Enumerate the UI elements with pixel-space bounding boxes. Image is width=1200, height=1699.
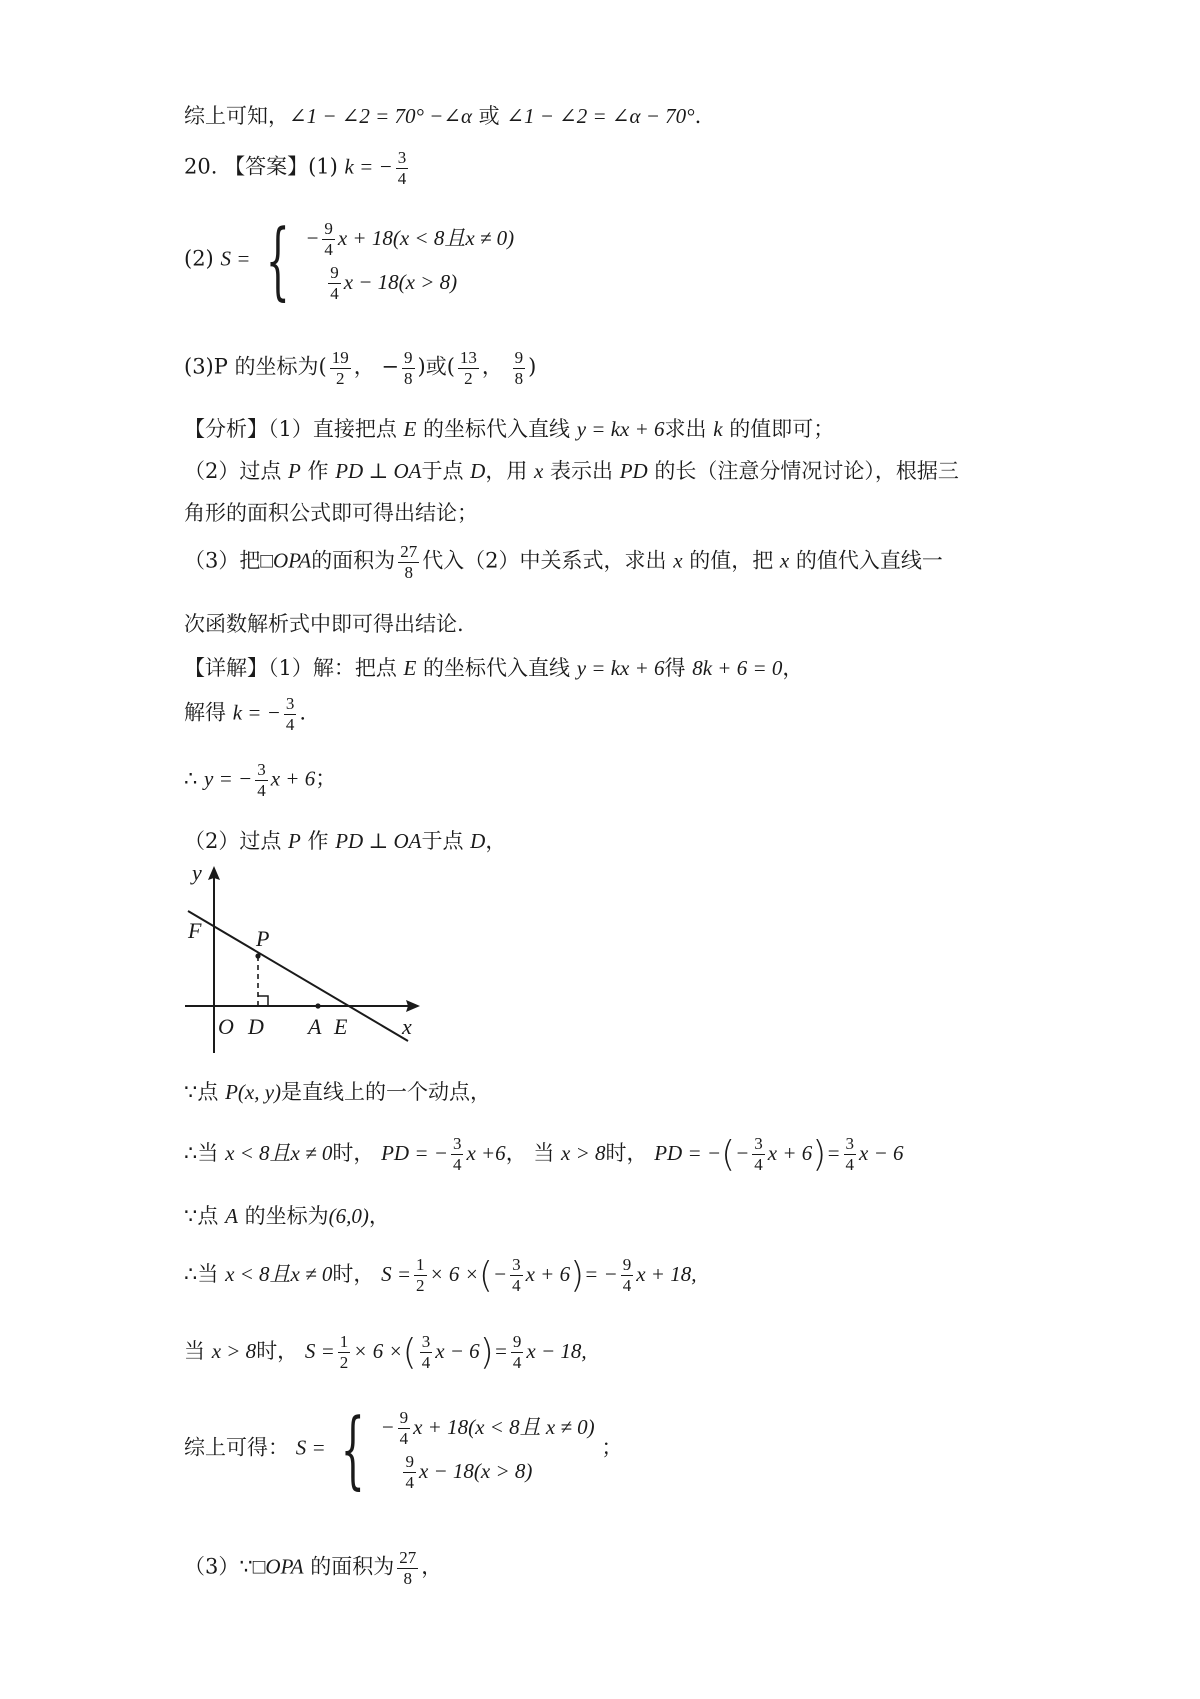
label-d: D xyxy=(248,1014,264,1039)
label-x: x xyxy=(402,1014,412,1039)
detail-4: （2）过点 P 作 PD ⊥ OA于点 D， xyxy=(184,829,507,853)
y-axis-arrow xyxy=(208,866,220,880)
label-y: y xyxy=(192,860,202,885)
detail-6: ∴当 x < 8且x ≠ 0时， PD = − $\frac{3}{4}$ x +6， 当 x > 8时， PD = −(− $\frac{3}{4}$ x + 6)= $\frac{3}{4}$ x − 6 xyxy=(184,1134,904,1175)
answer-20-part1: 20. 【答案】(1) k = − $\frac{3}{4}$ xyxy=(184,148,407,188)
analysis-4: （3）把□OPA的面积为 $\frac{27}{8}$ 代入（2）中关系式，求出 x 的值，把 x 的值代入直线一 xyxy=(184,542,943,582)
label-f: F xyxy=(188,918,202,943)
detail-2: 解得 k = − $\frac{3}{4}$ . xyxy=(184,694,307,734)
detail-5: ∵点 P(x, y)是直线上的一个动点， xyxy=(184,1080,492,1104)
detail-10: 综上可得： S = { − $\frac{9}{4}$ x + 18(x < 8且 x ≠ 0) $\frac{9}{4}$ x − 18(x > 8) ； xyxy=(184,1400,623,1498)
analysis-2: （2）过点 P 作 PD ⊥ OA于点 D，用 x 表示出 PD 的长（注意分情况讨论），根据三 xyxy=(184,459,959,483)
piecewise-cases-final: − $\frac{9}{4}$ x + 18(x < 8且 x ≠ 0) $\frac{9}{4}$ x − 18(x > 8) xyxy=(380,1408,595,1492)
x-axis-arrow xyxy=(406,1000,420,1012)
label-p: P xyxy=(256,926,270,951)
piecewise-cases: − $\frac{9}{4}$ x + 18(x < 8且x ≠ 0) $\frac{9}{4}$ x − 18(x > 8) xyxy=(305,219,515,303)
point-a xyxy=(315,1003,320,1008)
detail-9: 当 x > 8时， S = $\frac{1}{2}$ × 6 ×( $\frac{3}{4}$ x − 6)= $\frac{9}{4}$ x − 18, xyxy=(184,1332,587,1373)
label-a: A xyxy=(308,1014,322,1039)
detail-3: ∴ y = − $\frac{3}{4}$ x + 6； xyxy=(184,760,337,800)
detail-8: ∴当 x < 8且x ≠ 0时， S = $\frac{1}{2}$ × 6 ×(− $\frac{3}{4}$ x + 6)= − $\frac{9}{4}$ x + 18, xyxy=(184,1255,697,1296)
detail-7: ∵点 A 的坐标为(6,0)， xyxy=(184,1204,390,1228)
point-p xyxy=(255,953,260,958)
answer-20-part2: (2) S = { − $\frac{9}{4}$ x + 18(x < 8且x ≠ 0) $\frac{9}{4}$ x − 18(x > 8) xyxy=(184,211,515,309)
answer-20-part3: (3)P 的坐标为( $\frac{19}{2}$ ， − $\frac{9}{8}$ )或( $\frac{13}{2}$ ， $\frac{9}{8}$ ) xyxy=(184,348,537,388)
fraction: $\frac{3}{4}$ xyxy=(397,148,407,188)
label-e: E xyxy=(334,1014,348,1039)
right-angle-mark xyxy=(258,996,268,1006)
analysis-1: 【分析】（1）直接把点 E 的坐标代入直线 y = kx + 6求出 k 的值即可； xyxy=(184,417,835,441)
coordinate-figure xyxy=(180,858,440,1058)
detail-11: （3）∵□OPA 的面积为 $\frac{27}{8}$ ， xyxy=(184,1548,443,1588)
analysis-3: 角形的面积公式即可得出结论； xyxy=(184,501,478,525)
detail-1: 【详解】（1）解：把点 E 的坐标代入直线 y = kx + 6得 8k + 6 = 0， xyxy=(184,656,804,680)
label-o: O xyxy=(218,1014,234,1039)
analysis-5: 次函数解析式中即可得出结论. xyxy=(184,612,464,636)
line-conclusion: 综上可知，∠1 − ∠2 = 70° −∠α 或 ∠1 − ∠2 = ∠α − 70°. xyxy=(184,104,702,128)
